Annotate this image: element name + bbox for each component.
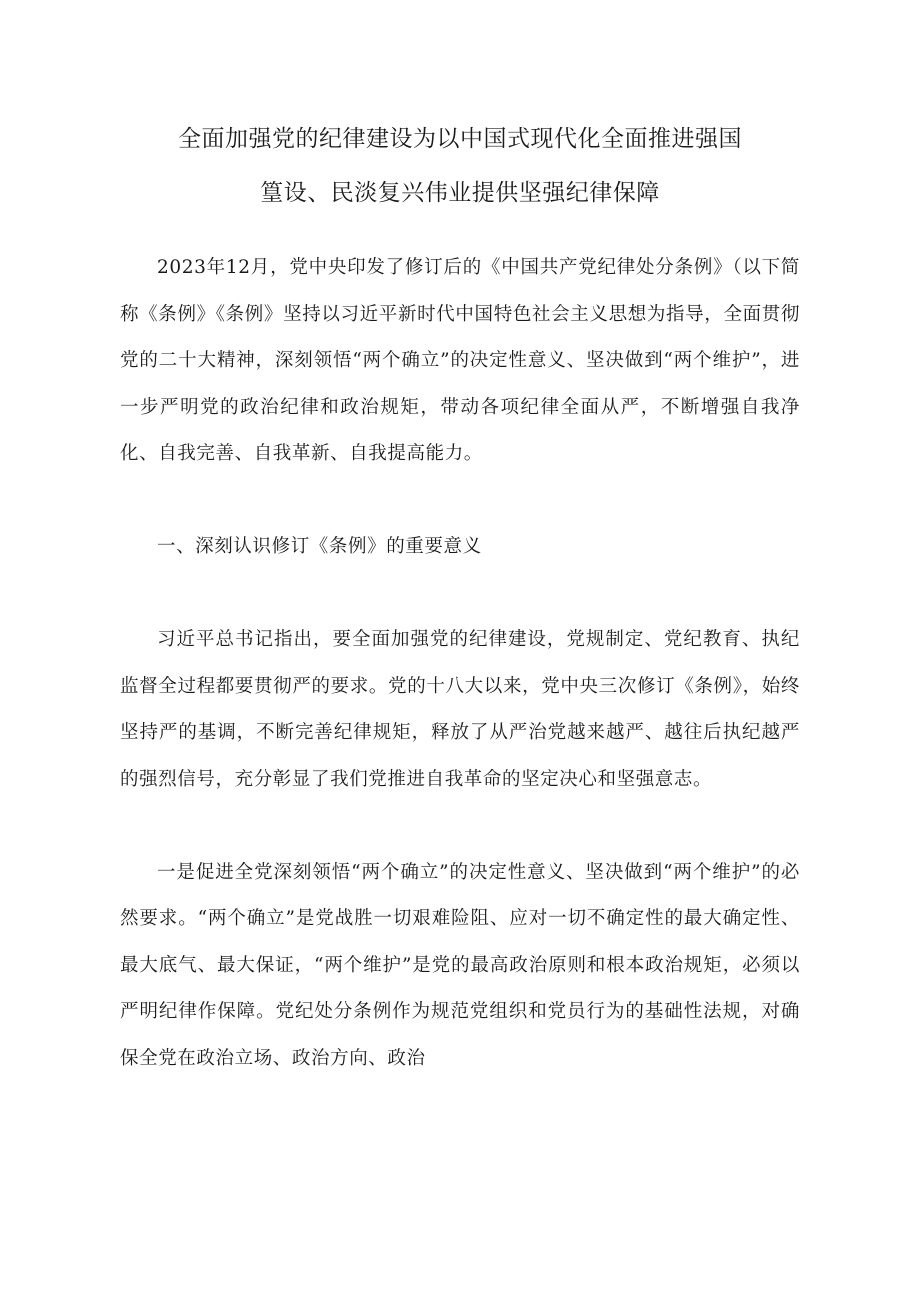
title-line-2: 篁设、民淡复兴伟业提供坚强纪律保障: [260, 180, 660, 206]
paragraph-point-one: 一是促进全党深刻领悟“两个确立”的决定性意义、坚决做到“两个维护”的必然要求。“两个确立”是党战胜一切艰难险阻、应对一切不确定性的最大确定性、最大底气、最大保证，“两个维护”是党的最高政治原则和根本政治规矩，必须以严明纪律作保障。党纪处分条例作为规范党组织和党员行为的基础性法规，对确保全党在政治立场、政治方向、政治: [120, 861, 800, 1069]
title-line-1: 全面加强党的纪律建设为以中国式现代化全面推进强国: [178, 126, 742, 152]
paragraph-significance: 习近平总书记指出，要全面加强党的纪律建设，党规制定、党纪教育、执纪监督全过程都要贯彻严的要求。党的十八大以来，党中央三次修订《条例》，始终坚持严的基调，不断完善纪律规矩，释放了从严治党越来越严、越往后执纪越严的强烈信号，充分彰显了我们党推进自我革命的坚定决心和坚强意志。: [120, 629, 800, 790]
paragraph-intro: 2023年12月，党中央印发了修订后的《中国共产党纪律处分条例》（以下简称《条例》《条例》坚持以习近平新时代中国特色社会主义思想为指导，全面贯彻党的二十大精神，深刻领悟“两个确立”的决定性意义、坚决做到“两个维护”，进一步严明党的政治纪律和政治规矩，带动各项纪律全面从严，不断增强自我净化、自我完善、自我革新、自我提高能力。: [120, 257, 800, 464]
paragraph-spacer: [120, 571, 800, 618]
paragraph-spacer: [120, 803, 800, 850]
document-title: [120, 112, 800, 220]
section-heading: 一、深刻认识修订《条例》的重要意义: [157, 536, 482, 557]
document-body: [120, 245, 800, 1082]
paragraph-spacer: [120, 478, 800, 525]
